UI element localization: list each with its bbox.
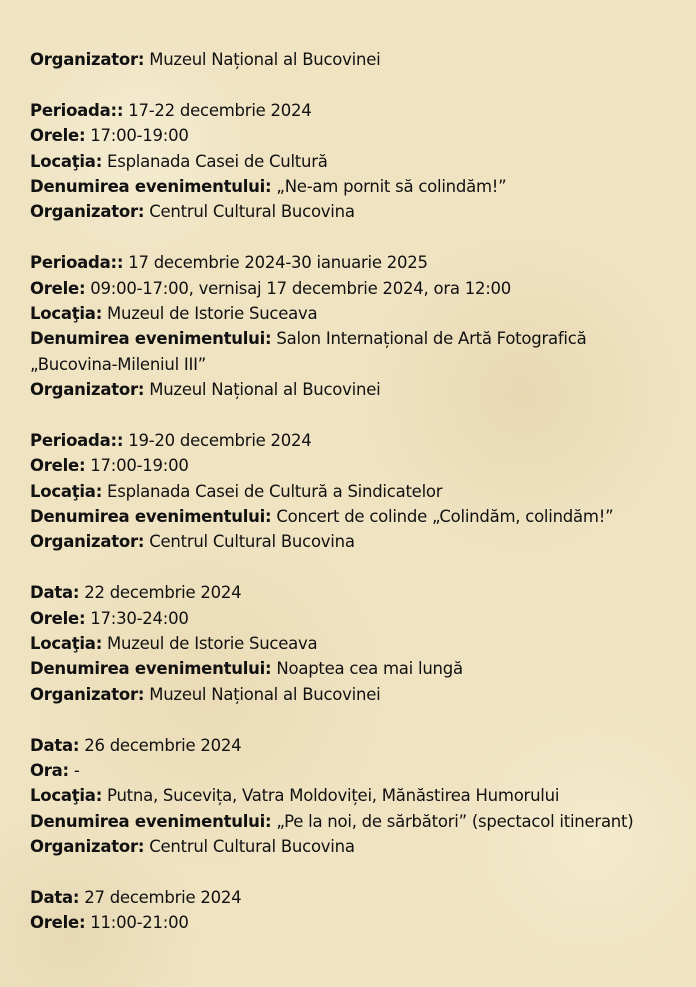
location-label: Locaţia:: [30, 633, 103, 653]
event-date-line: [30, 885, 682, 910]
event-name-label: Denumirea evenimentului:: [30, 176, 272, 196]
period-label: Perioada::: [30, 430, 124, 450]
date-value: 22 decembrie 2024: [79, 583, 242, 603]
organizer-label: Organizator:: [30, 532, 145, 552]
event-block: [30, 47, 682, 72]
location-value: Putna, Sucevița, Vatra Moldoviței, Mănăstirea Humorului: [102, 786, 560, 806]
event-block: [30, 580, 682, 707]
event-name-value: Noaptea cea mai lungă: [271, 659, 463, 679]
event-name-value: Salon Internațional de Artă Fotografică: [271, 329, 587, 349]
event-location-line: [30, 783, 682, 808]
event-name-continuation-line: [30, 352, 682, 377]
hours-value: -: [68, 760, 80, 780]
event-hours-line: [30, 276, 682, 301]
event-date-line: [30, 733, 682, 758]
organizer-label: Organizator:: [30, 380, 145, 400]
period-value: 19-20 decembrie 2024: [123, 430, 312, 450]
location-value: Muzeul de Istorie Suceava: [102, 633, 318, 653]
event-name-value: „Pe la noi, de sărbători” (spectacol itinerant): [271, 811, 634, 831]
period-value: 17 decembrie 2024-30 ianuarie 2025: [123, 253, 428, 273]
event-name-line: [30, 174, 682, 199]
organizer-value: Muzeul Național al Bucovinei: [144, 380, 381, 400]
period-label: Perioada::: [30, 253, 124, 273]
event-period-line: [30, 98, 682, 123]
event-name-line: [30, 504, 682, 529]
hours-label: Ora:: [30, 760, 69, 780]
event-organizer-line: [30, 834, 682, 859]
event-organizer-line: [30, 47, 682, 72]
location-label: Locaţia:: [30, 151, 103, 171]
date-value: 27 decembrie 2024: [79, 887, 242, 907]
event-hours-line: [30, 758, 682, 783]
event-hours-line: [30, 453, 682, 478]
event-organizer-line: [30, 682, 682, 707]
organizer-label: Organizator:: [30, 684, 145, 704]
event-location-line: [30, 479, 682, 504]
organizer-label: Organizator:: [30, 202, 145, 222]
hours-value: 09:00-17:00, vernisaj 17 decembrie 2024, ora 12:00: [85, 278, 512, 298]
event-name-label: Denumirea evenimentului:: [30, 329, 272, 349]
event-block: [30, 98, 682, 225]
date-label: Data:: [30, 735, 80, 755]
event-block: [30, 250, 682, 402]
organizer-value: Centrul Cultural Bucovina: [144, 202, 355, 222]
event-name-label: Denumirea evenimentului:: [30, 507, 272, 527]
event-name-continuation: „Bucovina-Mileniul III”: [30, 354, 207, 374]
date-value: 26 decembrie 2024: [79, 735, 242, 755]
location-value: Esplanada Casei de Cultură: [102, 151, 328, 171]
organizer-value: Muzeul Național al Bucovinei: [144, 50, 381, 69]
event-name-line: [30, 326, 682, 351]
hours-label: Orele:: [30, 278, 86, 298]
location-label: Locaţia:: [30, 481, 103, 501]
organizer-label: Organizator:: [30, 50, 145, 69]
location-value: Esplanada Casei de Cultură a Sindicatelor: [102, 481, 443, 501]
hours-label: Orele:: [30, 456, 86, 476]
event-block: [30, 885, 682, 936]
event-hours-line: [30, 123, 682, 148]
event-name-label: Denumirea evenimentului:: [30, 811, 272, 831]
organizer-value: Centrul Cultural Bucovina: [144, 532, 355, 552]
event-name-line: [30, 656, 682, 681]
event-location-line: [30, 631, 682, 656]
event-location-line: [30, 149, 682, 174]
hours-value: 11:00-21:00: [85, 913, 189, 933]
event-location-line: [30, 301, 682, 326]
location-label: Locaţia:: [30, 303, 103, 323]
location-value: Muzeul de Istorie Suceava: [102, 303, 318, 323]
event-name-value: „Ne-am pornit să colindăm!”: [271, 176, 507, 196]
organizer-value: Centrul Cultural Bucovina: [144, 837, 355, 857]
event-date-line: [30, 580, 682, 605]
date-label: Data:: [30, 887, 80, 907]
event-hours-line: [30, 606, 682, 631]
event-period-line: [30, 428, 682, 453]
event-name-label: Denumirea evenimentului:: [30, 659, 272, 679]
organizer-label: Organizator:: [30, 837, 145, 857]
period-value: 17-22 decembrie 2024: [123, 100, 312, 120]
event-hours-line: [30, 910, 682, 935]
hours-value: 17:30-24:00: [85, 608, 189, 628]
event-organizer-line: [30, 199, 682, 224]
event-name-line: [30, 809, 682, 834]
event-organizer-line: [30, 529, 682, 554]
hours-label: Orele:: [30, 126, 86, 146]
event-block: [30, 733, 682, 860]
event-name-value: Concert de colinde „Colindăm, colindăm!”: [271, 507, 614, 527]
event-organizer-line: [30, 377, 682, 402]
hours-label: Orele:: [30, 913, 86, 933]
date-label: Data:: [30, 583, 80, 603]
location-label: Locaţia:: [30, 786, 103, 806]
hours-value: 17:00-19:00: [85, 126, 189, 146]
event-period-line: [30, 250, 682, 275]
organizer-value: Muzeul Național al Bucovinei: [144, 684, 381, 704]
event-block: [30, 428, 682, 555]
period-label: Perioada::: [30, 100, 124, 120]
hours-value: 17:00-19:00: [85, 456, 189, 476]
hours-label: Orele:: [30, 608, 86, 628]
